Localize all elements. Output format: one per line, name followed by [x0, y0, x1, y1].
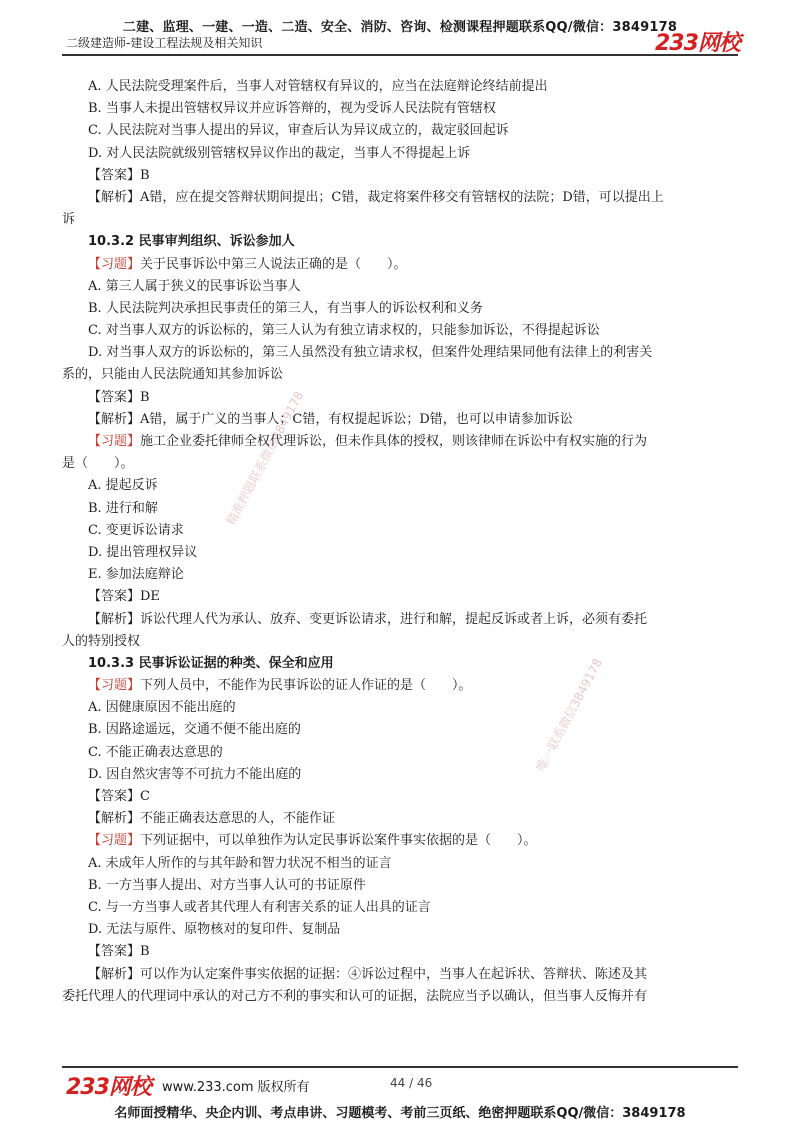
section-heading: [62, 653, 740, 675]
line-text: C. 对当事人双方的诉讼标的，第三人认为有独立请求权的，只能参加诉讼，不得提起诉讼: [88, 323, 600, 339]
line-text: D. 提出管理权异议: [88, 544, 198, 560]
line-text: A. 因健康原因不能出庭的: [88, 700, 236, 716]
document-body: [62, 76, 740, 1008]
text-line: [62, 697, 740, 719]
line-text: A. 人民法院受理案件后，当事人对管辖权有异议的，应当在法庭辩论终结前提出: [88, 79, 548, 94]
question-line: [62, 830, 740, 852]
text-line: [62, 387, 740, 409]
line-text: B. 进行和解: [88, 500, 158, 516]
line-text: 【解析】不能正确表达意思的人，不能作证: [88, 811, 336, 827]
question-line: [62, 254, 740, 276]
line-text: C. 变更诉讼请求: [88, 522, 184, 538]
line-text: D. 对当事人双方的诉讼标的，第三人虽然没有独立请求权，但案件处理结果同他有法律上的利害关: [88, 345, 653, 361]
text-line: [62, 475, 740, 497]
text-line: [62, 964, 740, 986]
line-text: C. 与一方当事人或者其代理人有利害关系的证人出具的证言: [88, 899, 431, 915]
question-line: [62, 675, 740, 697]
footer-site: www.233.com 版权所有: [162, 1080, 310, 1095]
footer-promo-line: 名师面授精华、央企内训、考点串讲、习题模考、考前三页纸、绝密押题联系QQ/微信：3849178: [114, 1106, 686, 1121]
line-text: B. 当事人未提出管辖权异议并应诉答辩的，视为受诉人民法院有管辖权: [88, 101, 496, 117]
text-line: [62, 897, 740, 919]
brand-logo: 233网校: [655, 31, 740, 56]
line-text: E. 参加法庭辩论: [88, 567, 184, 583]
footer-divider: [62, 1066, 738, 1068]
text-line: [62, 342, 740, 364]
line-text: 【答案】B: [88, 167, 150, 183]
text-line: [62, 498, 740, 520]
line-text: B. 一方当事人提出、对方当事人认可的书证原件: [88, 877, 366, 893]
text-line: [62, 364, 740, 386]
text-line: [62, 875, 740, 897]
text-line: [62, 276, 740, 298]
text-line: [62, 409, 740, 431]
text-line: [62, 298, 740, 320]
line-text: 委托代理人的代理词中承认的对己方不利的事实和认可的证据，法院应当予以确认，但当事人反悔并有: [62, 988, 648, 1004]
question-line: [62, 431, 740, 453]
exercise-tag: 【习题】: [88, 678, 141, 694]
text-line: [62, 719, 740, 741]
line-text: 【答案】DE: [88, 589, 160, 605]
section-heading: [62, 231, 740, 253]
text-line: [62, 808, 740, 830]
line-text: B. 因路途遥远，交通不便不能出庭的: [88, 722, 301, 738]
page-number: 44 / 46: [390, 1076, 433, 1090]
document-subtitle: 二级建造师-建设工程法规及相关知识: [66, 36, 263, 50]
text-line: [62, 542, 740, 564]
line-text: D. 无法与原件、原物核对的复印件、复制品: [88, 922, 341, 938]
line-text: 10.3.3 民事诉讼证据的种类、保全和应用: [88, 655, 334, 671]
text-line: [62, 76, 740, 98]
text-line: [62, 98, 740, 120]
text-line: [62, 120, 740, 142]
text-line: [62, 853, 740, 875]
text-line: [62, 986, 740, 1008]
line-text: A. 提起反诉: [88, 478, 158, 494]
line-text: 【答案】B: [88, 389, 150, 405]
line-text: 【解析】A错，应在提交答辩状期间提出；C错，裁定将案件移交有管辖权的法院；D错，可以提出上: [88, 189, 664, 205]
text-line: [62, 609, 740, 631]
line-text: 【答案】B: [88, 944, 150, 960]
text-line: [62, 586, 740, 608]
line-text: D. 对人民法院就级别管辖权异议作出的裁定，当事人不得提起上诉: [88, 145, 471, 161]
watermark-2: 唯一联系微信3849178: [533, 656, 606, 774]
line-text: B. 人民法院判决承担民事责任的第三人，有当事人的诉讼权利和义务: [88, 300, 483, 316]
line-text: 10.3.2 民事审判组织、诉讼参加人: [88, 234, 295, 250]
header-divider: [62, 54, 738, 56]
footer-logo: 233网校: [66, 1075, 151, 1100]
text-line: [62, 209, 740, 231]
text-line: [62, 453, 740, 475]
line-text: 【答案】C: [88, 789, 150, 804]
line-text: 下列证据中，可以单独作为认定民事诉讼案件事实依据的是（ ）。: [140, 833, 537, 849]
line-text: D. 因自然灾害等不可抗力不能出庭的: [88, 766, 302, 782]
line-text: 系的，只能由人民法院通知其参加诉讼: [62, 367, 284, 383]
text-line: [62, 786, 740, 808]
line-text: 人的特别授权: [62, 633, 141, 649]
text-line: [62, 919, 740, 941]
text-line: [62, 520, 740, 542]
header-promo-line: 二建、监理、一建、一造、二造、安全、消防、咨询、检测课程押题联系QQ/微信：3849178: [122, 20, 678, 35]
line-text: 【解析】A错，属于广义的当事人；C错，有权提起诉讼；D错，也可以申请参加诉讼: [88, 411, 573, 427]
line-text: 关于民事诉讼中第三人说法正确的是（ ）。: [140, 256, 407, 272]
text-line: [62, 941, 740, 963]
text-line: [62, 631, 740, 653]
text-line: [62, 742, 740, 764]
text-line: [62, 143, 740, 165]
line-text: 施工企业委托律师全权代理诉讼，但未作具体的授权，则该律师在诉讼中有权实施的行为: [140, 434, 648, 449]
line-text: 【解析】可以作为认定案件事实依据的证据：④诉讼过程中，当事人在起诉状、答辩状、陈述及其: [88, 966, 648, 982]
line-text: A. 第三人属于狭义的民事诉讼当事人: [88, 278, 301, 294]
text-line: [62, 165, 740, 187]
line-text: 【解析】诉讼代理人代为承认、放弃、变更诉讼请求，进行和解，提起反诉或者上诉，必须有委托: [88, 611, 648, 627]
line-text: A. 未成年人所作的与其年龄和智力状况不相当的证言: [88, 855, 392, 871]
line-text: 是（ ）。: [62, 456, 134, 472]
line-text: 下列人员中，不能作为民事诉讼的证人作证的是（ ）。: [140, 678, 472, 694]
line-text: 诉: [62, 212, 76, 228]
text-line: [62, 320, 740, 342]
exercise-tag: 【习题】: [88, 434, 141, 449]
watermark-1: 精准押题联系微信3849178: [223, 388, 307, 528]
text-line: [62, 187, 740, 209]
text-line: [62, 564, 740, 586]
line-text: C. 不能正确表达意思的: [88, 744, 223, 760]
line-text: C. 人民法院对当事人提出的异议，审查后认为异议成立的，裁定驳回起诉: [88, 123, 509, 139]
exercise-tag: 【习题】: [88, 256, 141, 272]
text-line: [62, 764, 740, 786]
exercise-tag: 【习题】: [88, 833, 141, 849]
